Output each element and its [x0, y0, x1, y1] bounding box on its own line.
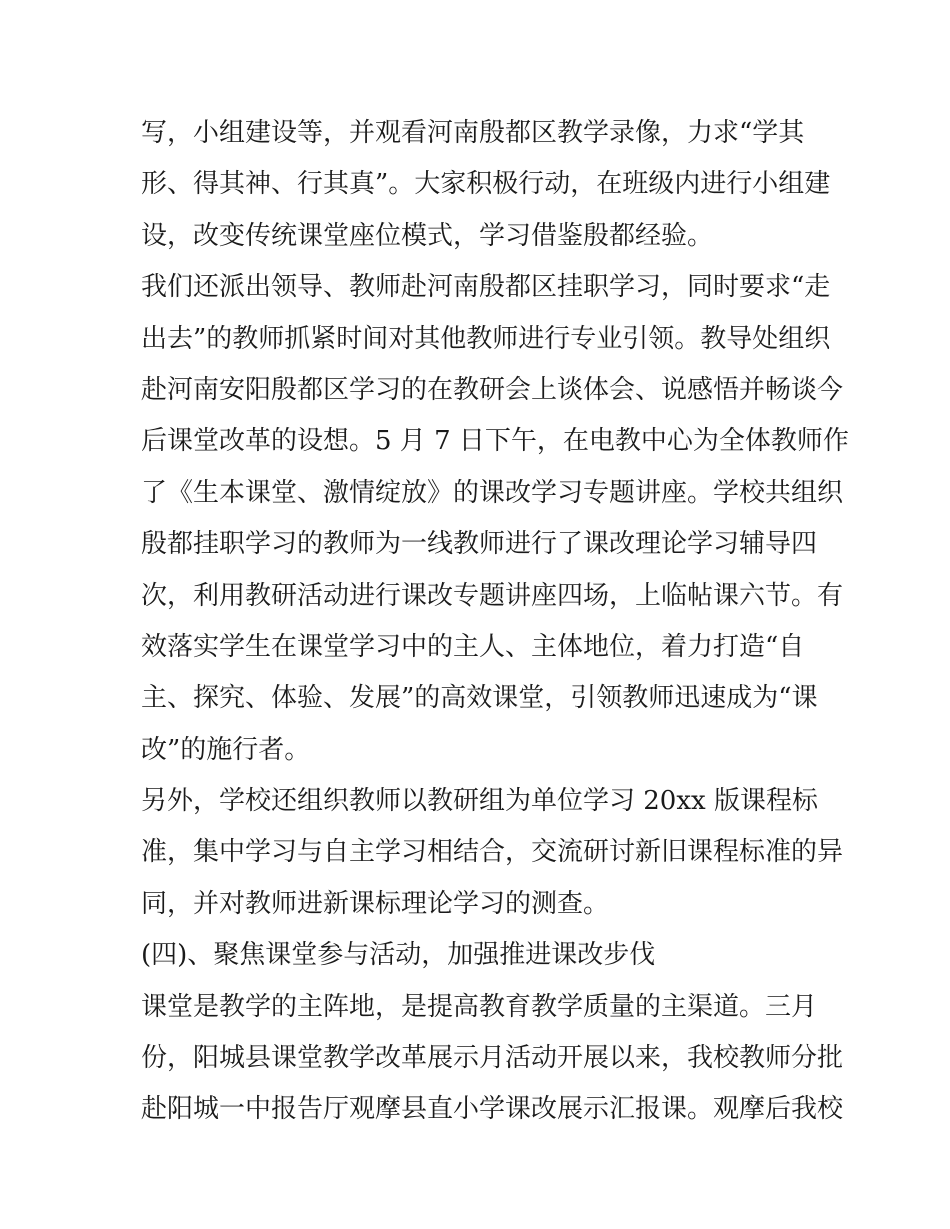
text-line: 次，利用教研活动进行课改专题讲座四场，上临帖课六节。有: [141, 580, 844, 611]
text-line: 改”的施行者。: [141, 734, 311, 765]
document-body: [141, 108, 849, 1136]
text-line: 后课堂改革的设想。5 月 7 日下午，在电教中心为全体教师作: [141, 426, 849, 457]
text-line: 课堂是教学的主阵地，是提高教育教学质量的主渠道。三月: [141, 991, 818, 1022]
text-line: 准，集中学习与自主学习相结合，交流研讨新旧课程标准的异: [141, 837, 844, 868]
text-line: 份，阳城县课堂教学改革展示月活动开展以来，我校教师分批: [141, 1043, 844, 1074]
text-line: 写，小组建设等，并观看河南殷都区教学录像，力求“学其: [141, 118, 805, 148]
text-line: 效落实学生在课堂学习中的主人、主体地位，着力打造“自: [141, 631, 805, 662]
text-line: 主、探究、体验、发展”的高效课堂，引领教师迅速成为“课: [141, 683, 818, 714]
text-line: 殷都挂职学习的教师为一线教师进行了课改理论学习辅导四: [141, 529, 818, 560]
section-heading: (四)、聚焦课堂参与活动，加强推进课改步伐: [141, 940, 656, 971]
text-line: 设，改变传统课堂座位模式，学习借鉴殷都经验。: [141, 220, 714, 251]
text-line: 形、得其神、行其真”。大家积极行动，在班级内进行小组建: [141, 169, 831, 200]
text-line: 同，并对教师进新课标理论学习的测查。: [141, 888, 610, 919]
text-line: 赴河南安阳殷都区学习的在教研会上谈体会、说感悟并畅谈今: [141, 374, 844, 405]
text-line: 出去”的教师抓紧时间对其他教师进行专业引领。教导处组织: [141, 323, 831, 354]
text-line: 另外，学校还组织教师以教研组为单位学习 20xx 版课程标: [141, 786, 818, 817]
text-line: 赴阳城一中报告厅观摩县直小学课改展示汇报课。观摩后我校: [141, 1094, 844, 1125]
text-line: 我们还派出领导、教师赴河南殷都区挂职学习，同时要求“走: [141, 272, 831, 303]
text-line: 了《生本课堂、激情绽放》的课改学习专题讲座。学校共组织: [141, 477, 844, 508]
